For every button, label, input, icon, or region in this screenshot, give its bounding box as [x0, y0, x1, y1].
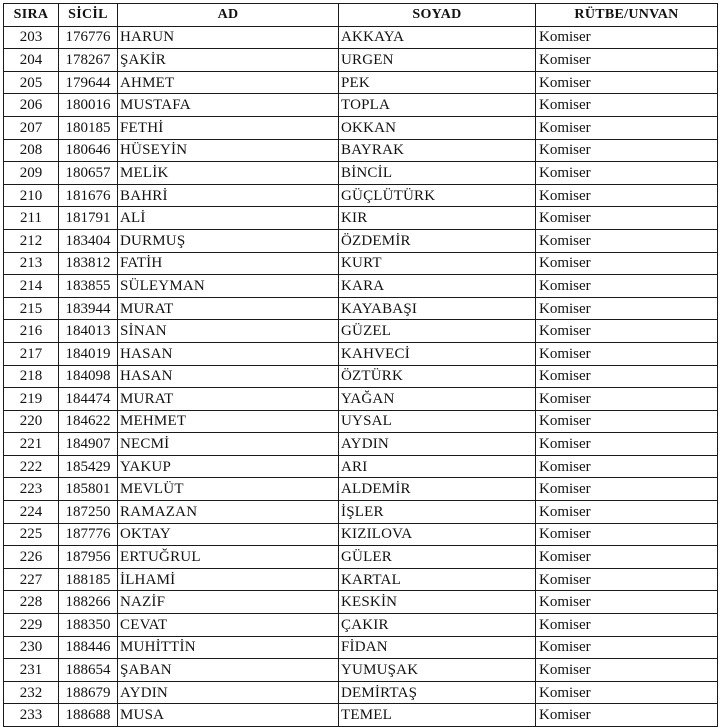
cell-sira: 217 [4, 342, 59, 365]
cell-ad: AYDIN [118, 681, 339, 704]
cell-soyad: DEMİRTAŞ [339, 681, 536, 704]
cell-sicil: 183404 [59, 229, 118, 252]
cell-ad: MURAT [118, 388, 339, 411]
table-row [4, 116, 718, 139]
cell-soyad: KIZILOVA [339, 523, 536, 546]
cell-ad: MUHİTTİN [118, 636, 339, 659]
cell-soyad: ÇAKIR [339, 614, 536, 637]
cell-ad: MUSA [118, 704, 339, 727]
cell-sicil: 184474 [59, 388, 118, 411]
cell-soyad: GÜZEL [339, 320, 536, 343]
header-ad: AD [118, 4, 339, 27]
table-row [4, 342, 718, 365]
cell-rutbe: Komiser [536, 229, 718, 252]
cell-sicil: 180657 [59, 162, 118, 185]
cell-soyad: KARA [339, 275, 536, 298]
cell-soyad: ÖZDEMİR [339, 229, 536, 252]
cell-ad: DURMUŞ [118, 229, 339, 252]
header-row [4, 4, 718, 27]
cell-sicil: 180646 [59, 139, 118, 162]
cell-sira: 229 [4, 614, 59, 637]
table-row [4, 184, 718, 207]
cell-sicil: 184907 [59, 433, 118, 456]
cell-sicil: 179644 [59, 71, 118, 94]
cell-rutbe: Komiser [536, 139, 718, 162]
cell-sira: 233 [4, 704, 59, 727]
table-row [4, 252, 718, 275]
cell-sira: 206 [4, 94, 59, 117]
cell-sira: 230 [4, 636, 59, 659]
cell-ad: SİNAN [118, 320, 339, 343]
cell-soyad: GÜÇLÜTÜRK [339, 184, 536, 207]
cell-sira: 212 [4, 229, 59, 252]
header-sira: SIRA [4, 4, 59, 27]
cell-sicil: 185801 [59, 478, 118, 501]
table-row [4, 410, 718, 433]
cell-rutbe: Komiser [536, 433, 718, 456]
table-row [4, 455, 718, 478]
cell-sira: 213 [4, 252, 59, 275]
cell-sicil: 180185 [59, 116, 118, 139]
table-row [4, 704, 718, 727]
cell-sicil: 187250 [59, 501, 118, 524]
cell-sira: 225 [4, 523, 59, 546]
cell-soyad: KARTAL [339, 568, 536, 591]
table-row [4, 71, 718, 94]
cell-sicil: 188350 [59, 614, 118, 637]
cell-sira: 216 [4, 320, 59, 343]
table-row [4, 433, 718, 456]
table-row [4, 94, 718, 117]
cell-ad: NECMİ [118, 433, 339, 456]
cell-sicil: 184019 [59, 342, 118, 365]
cell-sira: 226 [4, 546, 59, 569]
cell-ad: ALİ [118, 207, 339, 230]
cell-sicil: 187776 [59, 523, 118, 546]
cell-soyad: KAHVECİ [339, 342, 536, 365]
cell-soyad: KIR [339, 207, 536, 230]
table-row [4, 388, 718, 411]
cell-rutbe: Komiser [536, 297, 718, 320]
cell-rutbe: Komiser [536, 207, 718, 230]
cell-soyad: KURT [339, 252, 536, 275]
table-row [4, 591, 718, 614]
cell-rutbe: Komiser [536, 116, 718, 139]
cell-sicil: 187956 [59, 546, 118, 569]
cell-rutbe: Komiser [536, 523, 718, 546]
cell-soyad: BİNCİL [339, 162, 536, 185]
cell-rutbe: Komiser [536, 546, 718, 569]
cell-soyad: TEMEL [339, 704, 536, 727]
cell-rutbe: Komiser [536, 49, 718, 72]
cell-sira: 232 [4, 681, 59, 704]
table-row [4, 365, 718, 388]
cell-rutbe: Komiser [536, 410, 718, 433]
table-row [4, 568, 718, 591]
cell-sira: 224 [4, 501, 59, 524]
personnel-table [3, 3, 718, 727]
cell-ad: HARUN [118, 26, 339, 49]
cell-soyad: BAYRAK [339, 139, 536, 162]
table-row [4, 614, 718, 637]
cell-sira: 205 [4, 71, 59, 94]
cell-sira: 203 [4, 26, 59, 49]
table-row [4, 320, 718, 343]
cell-sicil: 183944 [59, 297, 118, 320]
cell-ad: OKTAY [118, 523, 339, 546]
cell-soyad: URGEN [339, 49, 536, 72]
cell-rutbe: Komiser [536, 275, 718, 298]
table-row [4, 297, 718, 320]
cell-sira: 222 [4, 455, 59, 478]
cell-sicil: 188679 [59, 681, 118, 704]
cell-rutbe: Komiser [536, 614, 718, 637]
cell-sira: 209 [4, 162, 59, 185]
cell-sicil: 188446 [59, 636, 118, 659]
table-row [4, 207, 718, 230]
cell-ad: MURAT [118, 297, 339, 320]
cell-sicil: 188654 [59, 659, 118, 682]
cell-sira: 210 [4, 184, 59, 207]
cell-rutbe: Komiser [536, 320, 718, 343]
cell-rutbe: Komiser [536, 184, 718, 207]
cell-soyad: YAĞAN [339, 388, 536, 411]
cell-soyad: AYDIN [339, 433, 536, 456]
table-row [4, 162, 718, 185]
cell-rutbe: Komiser [536, 94, 718, 117]
cell-ad: BAHRİ [118, 184, 339, 207]
cell-sira: 208 [4, 139, 59, 162]
cell-rutbe: Komiser [536, 26, 718, 49]
table-row [4, 523, 718, 546]
cell-sicil: 185429 [59, 455, 118, 478]
cell-soyad: OKKAN [339, 116, 536, 139]
cell-rutbe: Komiser [536, 659, 718, 682]
cell-rutbe: Komiser [536, 636, 718, 659]
cell-ad: ŞABAN [118, 659, 339, 682]
cell-sicil: 181676 [59, 184, 118, 207]
table-row [4, 681, 718, 704]
cell-sicil: 188266 [59, 591, 118, 614]
cell-rutbe: Komiser [536, 342, 718, 365]
table-row [4, 546, 718, 569]
table-row [4, 478, 718, 501]
cell-sicil: 184013 [59, 320, 118, 343]
cell-ad: RAMAZAN [118, 501, 339, 524]
header-soyad: SOYAD [339, 4, 536, 27]
table-row [4, 26, 718, 49]
cell-ad: HÜSEYİN [118, 139, 339, 162]
cell-soyad: AKKAYA [339, 26, 536, 49]
table-header [4, 4, 718, 27]
cell-soyad: İŞLER [339, 501, 536, 524]
cell-ad: HASAN [118, 342, 339, 365]
cell-ad: FATİH [118, 252, 339, 275]
cell-soyad: UYSAL [339, 410, 536, 433]
cell-rutbe: Komiser [536, 704, 718, 727]
cell-sicil: 188185 [59, 568, 118, 591]
cell-soyad: YUMUŞAK [339, 659, 536, 682]
cell-ad: NAZİF [118, 591, 339, 614]
cell-ad: İLHAMİ [118, 568, 339, 591]
cell-rutbe: Komiser [536, 365, 718, 388]
cell-soyad: GÜLER [339, 546, 536, 569]
cell-ad: AHMET [118, 71, 339, 94]
table-row [4, 49, 718, 72]
cell-sicil: 180016 [59, 94, 118, 117]
table-row [4, 229, 718, 252]
cell-sira: 204 [4, 49, 59, 72]
cell-rutbe: Komiser [536, 252, 718, 275]
cell-rutbe: Komiser [536, 591, 718, 614]
cell-soyad: ÖZTÜRK [339, 365, 536, 388]
cell-sicil: 183855 [59, 275, 118, 298]
cell-sira: 227 [4, 568, 59, 591]
table-row [4, 275, 718, 298]
cell-ad: FETHİ [118, 116, 339, 139]
header-sicil: SİCİL [59, 4, 118, 27]
cell-ad: MEHMET [118, 410, 339, 433]
cell-ad: MUSTAFA [118, 94, 339, 117]
cell-soyad: KESKİN [339, 591, 536, 614]
cell-ad: ERTUĞRUL [118, 546, 339, 569]
cell-sira: 211 [4, 207, 59, 230]
cell-rutbe: Komiser [536, 478, 718, 501]
cell-rutbe: Komiser [536, 568, 718, 591]
cell-rutbe: Komiser [536, 388, 718, 411]
cell-rutbe: Komiser [536, 71, 718, 94]
cell-sicil: 184098 [59, 365, 118, 388]
table-row [4, 501, 718, 524]
cell-rutbe: Komiser [536, 501, 718, 524]
cell-sira: 218 [4, 365, 59, 388]
cell-sicil: 183812 [59, 252, 118, 275]
cell-ad: SÜLEYMAN [118, 275, 339, 298]
table-row [4, 636, 718, 659]
cell-sira: 231 [4, 659, 59, 682]
cell-sira: 219 [4, 388, 59, 411]
cell-soyad: ALDEMİR [339, 478, 536, 501]
cell-soyad: KAYABAŞI [339, 297, 536, 320]
cell-sira: 228 [4, 591, 59, 614]
cell-sira: 221 [4, 433, 59, 456]
cell-sicil: 181791 [59, 207, 118, 230]
cell-sira: 223 [4, 478, 59, 501]
cell-sira: 214 [4, 275, 59, 298]
cell-sicil: 184622 [59, 410, 118, 433]
cell-sicil: 188688 [59, 704, 118, 727]
cell-ad: ŞAKİR [118, 49, 339, 72]
cell-ad: YAKUP [118, 455, 339, 478]
cell-rutbe: Komiser [536, 162, 718, 185]
header-rutbe: RÜTBE/UNVAN [536, 4, 718, 27]
cell-sira: 220 [4, 410, 59, 433]
cell-sira: 207 [4, 116, 59, 139]
cell-soyad: ARI [339, 455, 536, 478]
cell-ad: MEVLÜT [118, 478, 339, 501]
cell-ad: CEVAT [118, 614, 339, 637]
cell-rutbe: Komiser [536, 455, 718, 478]
table-body [4, 26, 718, 726]
cell-soyad: PEK [339, 71, 536, 94]
table-row [4, 659, 718, 682]
cell-soyad: TOPLA [339, 94, 536, 117]
cell-rutbe: Komiser [536, 681, 718, 704]
table-row [4, 139, 718, 162]
cell-ad: HASAN [118, 365, 339, 388]
cell-ad: MELİK [118, 162, 339, 185]
cell-sicil: 176776 [59, 26, 118, 49]
cell-sicil: 178267 [59, 49, 118, 72]
cell-soyad: FİDAN [339, 636, 536, 659]
cell-sira: 215 [4, 297, 59, 320]
